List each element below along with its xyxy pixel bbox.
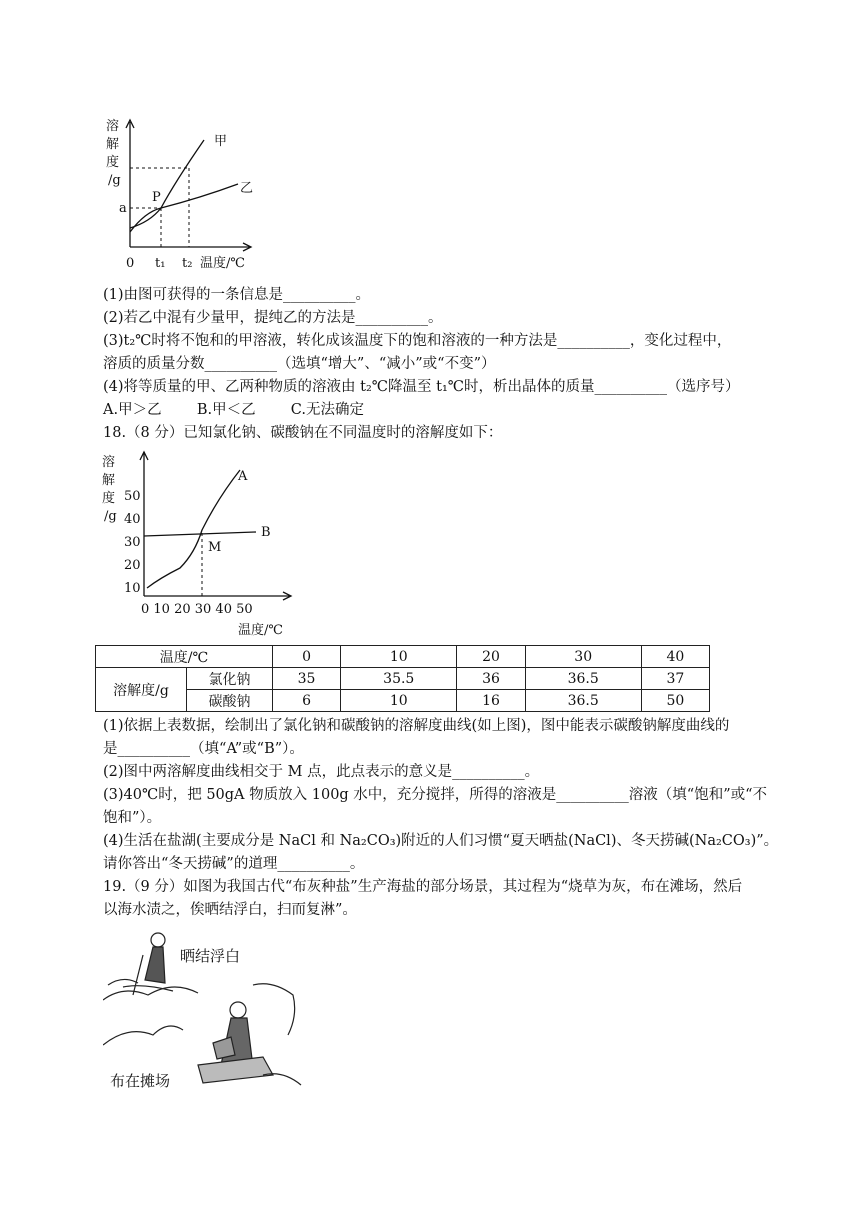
q17-part3: (3)t₂℃时将不饱和的甲溶液，转化成该温度下的饱和溶液的一种方法是__________，变化过程中， xyxy=(103,333,732,349)
q17-options xyxy=(103,400,364,420)
y-tick-30: 30 xyxy=(124,535,141,550)
table-group-label: 溶解度/g xyxy=(96,668,187,712)
rock-shape xyxy=(253,984,295,1035)
table-cell: 36.5 xyxy=(525,668,641,690)
x-tick-t1: t₁ xyxy=(155,256,166,271)
shrub-shape xyxy=(108,979,138,985)
salt-bed-shape xyxy=(198,1057,273,1083)
table-cell: 0 xyxy=(273,646,341,668)
table-row xyxy=(96,690,710,712)
x-tick-labels: 0 10 20 30 40 50 xyxy=(141,602,253,617)
table-header-temp: 温度/℃ xyxy=(96,646,273,668)
x-axis-label: 温度/℃ xyxy=(200,256,245,271)
ylabel-char-3: 度 xyxy=(106,155,120,170)
x-tick-0: 0 xyxy=(126,256,135,271)
curve-jia xyxy=(130,140,204,228)
table-cell: 35.5 xyxy=(341,668,457,690)
ylabel-unit: /g xyxy=(104,509,117,524)
table-cell: 36.5 xyxy=(525,690,641,712)
person-head xyxy=(230,1002,246,1018)
q17-part2: (2)若乙中混有少量甲，提纯乙的方法是__________。 xyxy=(103,310,443,326)
solubility-table xyxy=(95,645,710,712)
ylabel-char-2: 解 xyxy=(102,473,116,488)
option-c: C.无法确定 xyxy=(290,402,364,418)
q18-part4-cont: 请你答出“冬天捞碱”的道理__________。 xyxy=(103,856,365,872)
table-cell: 20 xyxy=(457,646,525,668)
point-m-label: M xyxy=(208,540,222,555)
table-cell: 10 xyxy=(341,646,457,668)
q18-part1: (1)依据上表数据，绘制出了氯化钠和碳酸钠的溶解度曲线(如上图)，图中能表示碳酸钠解度曲线的 xyxy=(103,718,730,734)
table-cell: 36 xyxy=(457,668,525,690)
q19-intro-cont: 以海水渍之，俟晒结浮白，扫而复淋”。 xyxy=(103,902,357,918)
table-row-name: 氯化钠 xyxy=(187,668,273,690)
rake-shape xyxy=(133,955,143,995)
q18-part2: (2)图中两溶解度曲线相交于 M 点，此点表示的意义是__________。 xyxy=(103,764,540,780)
option-b: B.甲＜乙 xyxy=(196,402,256,418)
y-tick-a: a xyxy=(119,201,127,216)
x-axis-label: 温度/℃ xyxy=(238,623,283,638)
y-tick-50: 50 xyxy=(124,489,141,504)
hill-shape xyxy=(103,987,198,1000)
ylabel-char-2: 解 xyxy=(106,137,120,152)
ylabel-unit: /g xyxy=(108,173,121,188)
table-row xyxy=(96,668,710,690)
series-yi-label: 乙 xyxy=(240,181,254,196)
basket-shape xyxy=(213,1037,235,1059)
person-body xyxy=(145,947,165,983)
slope-shape xyxy=(103,1026,183,1045)
ylabel-char-3: 度 xyxy=(102,491,116,506)
ylabel-char-1: 溶 xyxy=(106,119,120,134)
table-cell: 30 xyxy=(525,646,641,668)
point-p-label: P xyxy=(152,190,161,205)
y-tick-20: 20 xyxy=(124,558,141,573)
y-tick-10: 10 xyxy=(124,581,141,596)
q17-part4: (4)将等质量的甲、乙两种物质的溶液由 t₂℃降温至 t₁℃时，析出晶体的质量__________（选序号） xyxy=(103,379,740,395)
q17-part1: (1)由图可获得的一条信息是__________。 xyxy=(103,287,371,303)
table-cell: 6 xyxy=(273,690,341,712)
curve-a xyxy=(147,470,240,588)
table-cell: 35 xyxy=(273,668,341,690)
series-a-label: A xyxy=(238,469,248,484)
table-cell: 50 xyxy=(641,690,709,712)
option-a: A.甲＞乙 xyxy=(103,402,162,418)
table-cell: 37 xyxy=(641,668,709,690)
solubility-chart-a-b xyxy=(100,448,300,643)
ylabel-char-1: 溶 xyxy=(102,455,116,470)
curve-yi xyxy=(130,184,238,232)
series-jia-label: 甲 xyxy=(214,134,228,149)
q18-intro: 18.（8 分）已知氯化钠、碳酸钠在不同温度时的溶解度如下： xyxy=(103,425,503,441)
solubility-chart-jia-yi xyxy=(100,112,260,277)
table-row xyxy=(96,646,710,668)
q19-intro: 19.（9 分）如图为我国古代“布灰种盐”生产海盐的部分场景，其过程为“烧草为灰，布在滩场，然后 xyxy=(103,879,743,895)
person-head xyxy=(151,933,165,947)
salt-making-illustration xyxy=(103,925,303,1095)
table-cell: 16 xyxy=(457,690,525,712)
table-row-name: 碳酸钠 xyxy=(187,690,273,712)
q18-part1-cont: 是__________（填“A”或“B”）。 xyxy=(103,741,304,757)
q17-part3-cont: 溶质的质量分数__________（选填“增大”、“减小”或“不变”） xyxy=(103,356,496,372)
series-b-label: B xyxy=(261,525,271,540)
q18-part4: (4)生活在盐湖(主要成分是 NaCl 和 Na₂CO₃)附近的人们习惯“夏天晒盐(NaCl)、冬天捞碱(Na₂CO₃)”。 xyxy=(103,833,779,849)
table-cell: 10 xyxy=(341,690,457,712)
caption-top: 晒结浮白 xyxy=(180,947,241,965)
q18-part3-cont: 饱和”）。 xyxy=(103,810,162,826)
q18-part3: (3)40℃时，把 50gA 物质放入 100g 水中，充分搅拌，所得的溶液是__________溶液（填“饱和”或“不 xyxy=(103,787,768,803)
x-tick-t2: t₂ xyxy=(182,256,193,271)
y-tick-40: 40 xyxy=(124,512,141,527)
caption-bottom: 布在摊场 xyxy=(110,1072,171,1090)
table-cell: 40 xyxy=(641,646,709,668)
